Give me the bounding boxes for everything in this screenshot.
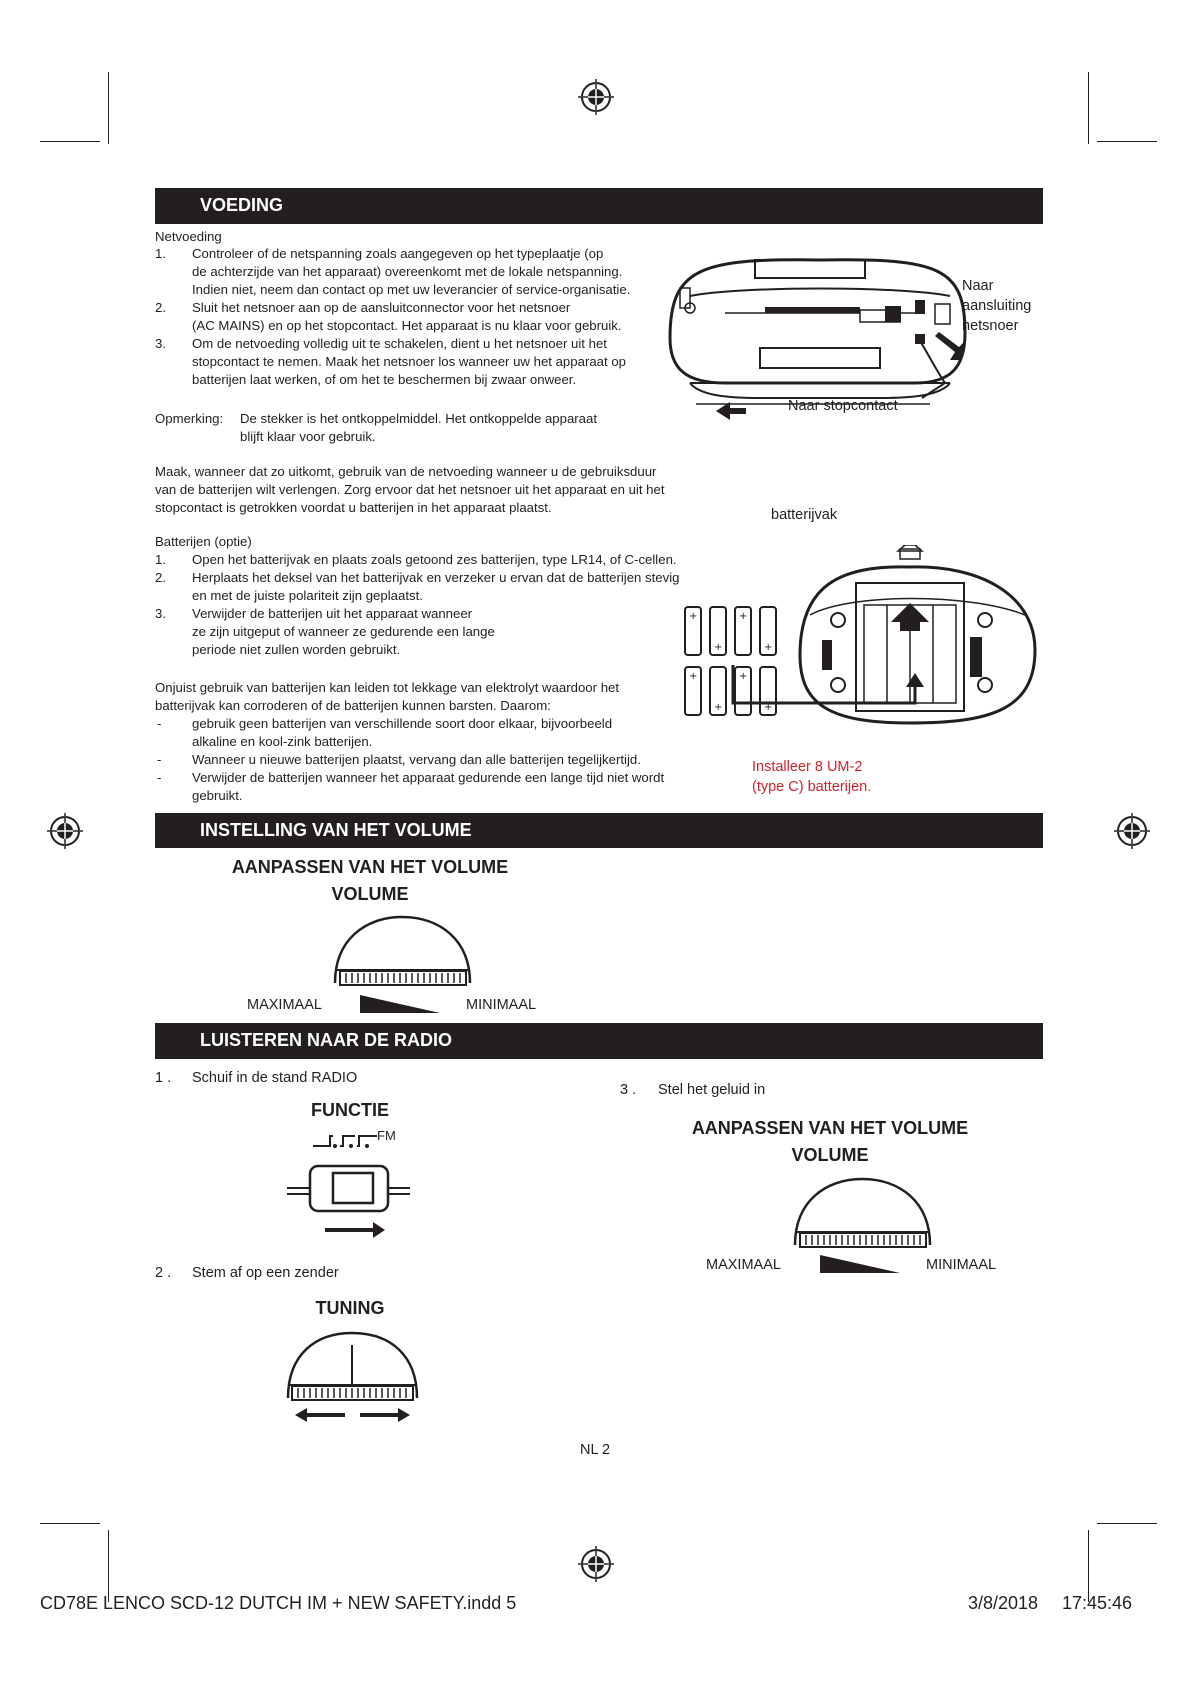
volume-subheading: VOLUME <box>331 884 409 904</box>
step2-text: Stem af op een zender <box>192 1265 339 1281</box>
step1-text: Schuif in de stand RADIO <box>192 1070 358 1086</box>
svg-text:+: + <box>689 611 698 622</box>
list-line: gebruik geen batterijen van verschillende soort door elkaar, bijvoorbeeld <box>192 716 613 731</box>
footer-date: 3/8/2018 <box>968 1593 1039 1613</box>
list-line: periode niet zullen worden gebruikt. <box>192 642 401 657</box>
list-line: gebruikt. <box>192 788 243 803</box>
function-switch-illustration <box>285 1128 415 1238</box>
batteries-heading: Batterijen (optie) <box>155 534 252 549</box>
svg-text:+: + <box>714 702 723 713</box>
radio-volume-subheading: VOLUME <box>791 1145 869 1165</box>
volume-knob-illustration <box>330 915 475 1015</box>
label-install-batteries: (type C) batterijen. <box>752 779 872 795</box>
svg-text:+: + <box>764 642 773 653</box>
list-line: ze zijn uitgeput of wanneer ze gedurende een lange <box>192 624 495 639</box>
remark-line: De stekker is het ontkoppelmiddel. Het ontkoppelde apparaat <box>240 411 598 426</box>
footer-filename: CD78E LENCO SCD-12 DUTCH IM + NEW SAFETY.indd 5 <box>40 1593 517 1613</box>
footer-time: 17:45:46 <box>1062 1593 1133 1613</box>
volume-heading: AANPASSEN VAN HET VOLUME <box>231 857 509 877</box>
list-line: Om de netvoeding volledig uit te schakelen, dient u het netsnoer uit het <box>192 336 607 351</box>
list-line: en met de juiste polariteit zijn geplaatst. <box>192 588 423 603</box>
label-to-socket: Naar stopcontact <box>788 398 898 414</box>
registration-mark-right <box>1114 813 1150 849</box>
label-battery-compartment: batterijvak <box>771 507 838 523</box>
label-power-connector-line: aansluiting <box>962 298 1032 314</box>
radio-volume-knob-illustration <box>790 1177 935 1277</box>
paragraph-line: Maak, wanneer dat zo uitkomt, gebruik van de netvoeding wanneer u de gebruiksduur <box>155 464 657 479</box>
list-line: Wanneer u nieuwe batterijen plaatst, vervang dan alle batterijen tegelijkertijd. <box>192 752 641 767</box>
warning-line: Onjuist gebruik van batterijen kan leiden tot lekkage van elektrolyt waardoor het <box>155 680 620 695</box>
list-line: de achterzijde van het apparaat) overeenkomt met de lokale netspanning. <box>192 264 623 279</box>
label-install-batteries: Installeer 8 UM-2 <box>752 759 863 775</box>
section-header-voeding: VOEDING <box>155 188 1043 224</box>
registration-mark-left <box>47 813 83 849</box>
remark-line: blijft klaar voor gebruik. <box>240 429 376 444</box>
list-line: Herplaats het deksel van het batterijvak en verzeker u ervan dat de batterijen stevig <box>192 570 680 585</box>
list-line: Verwijder de batterijen wanneer het apparaat gedurende een lange tijd niet wordt <box>192 770 665 785</box>
registration-mark-top <box>578 79 614 115</box>
step2-number: 2 . <box>155 1265 172 1281</box>
volume-min-label: MINIMAAL <box>466 997 537 1013</box>
svg-text:+: + <box>739 671 748 682</box>
list-line: (AC MAINS) en op het stopcontact. Het apparaat is nu klaar voor gebruik. <box>192 318 622 333</box>
list-line: Indien niet, neem dan contact op met uw leverancier of service-organisatie. <box>192 282 631 297</box>
list-bullet: - <box>157 770 162 785</box>
netvoeding-heading: Netvoeding <box>155 229 222 244</box>
registration-mark-bottom <box>578 1546 614 1582</box>
functie-heading: FUNCTIE <box>311 1100 389 1120</box>
step3-number: 3 . <box>620 1082 637 1098</box>
list-line: Sluit het netsnoer aan op de aansluitconnector voor het netsnoer <box>192 300 571 315</box>
radio-volume-heading: AANPASSEN VAN HET VOLUME <box>691 1118 969 1138</box>
tuning-knob-illustration <box>285 1330 420 1430</box>
list-number: 2. <box>155 300 166 315</box>
fm-label: FM <box>377 1128 396 1143</box>
list-line: alkaline en kool-zink batterijen. <box>192 734 373 749</box>
list-number: 1. <box>155 552 166 567</box>
list-line: Verwijder de batterijen uit het apparaat wanneer <box>192 606 473 621</box>
svg-text:+: + <box>739 611 748 622</box>
volume-max-label: MAXIMAAL <box>247 997 322 1013</box>
list-bullet: - <box>157 752 162 767</box>
label-power-connector-line: netsnoer <box>962 318 1019 334</box>
radio-volume-min-label: MINIMAAL <box>926 1257 997 1273</box>
radio-volume-max-label: MAXIMAAL <box>706 1257 781 1273</box>
paragraph-line: van de batterijen wilt verlengen. Zorg ervoor dat het netsnoer uit het apparaat en uit het <box>155 482 665 497</box>
list-number: 3. <box>155 606 166 621</box>
list-number: 2. <box>155 570 166 585</box>
remark-label: Opmerking: <box>155 411 224 426</box>
tuning-heading: TUNING <box>315 1298 385 1318</box>
list-number: 3. <box>155 336 166 351</box>
label-power-connector-line: Naar <box>962 278 994 294</box>
list-bullet: - <box>157 716 162 731</box>
warning-line: batterijvak kan corroderen of de batterijen kunnen barsten. Daarom: <box>155 698 551 713</box>
list-number: 1. <box>155 246 166 261</box>
section-header-volume: INSTELLING VAN HET VOLUME <box>155 813 1043 848</box>
list-line: batterijen laat werken, of om het te beschermen bij zwaar onweer. <box>192 372 577 387</box>
svg-text:+: + <box>714 642 723 653</box>
step1-number: 1 . <box>155 1070 172 1086</box>
list-line: stopcontact te nemen. Maak het netsnoer los wanneer uw het apparaat op <box>192 354 626 369</box>
list-line: Open het batterijvak en plaats zoals getoond zes batterijen, type LR14, of C-cellen. <box>192 552 677 567</box>
svg-text:+: + <box>764 702 773 713</box>
svg-text:+: + <box>689 671 698 682</box>
paragraph-line: stopcontact is getrokken voordat u batterijen in het apparaat plaatst. <box>155 500 552 515</box>
step3-text: Stel het geluid in <box>658 1082 766 1098</box>
battery-installation-illustration <box>680 545 1040 760</box>
page-number: NL 2 <box>580 1442 611 1458</box>
section-header-radio: LUISTEREN NAAR DE RADIO <box>155 1023 1043 1059</box>
list-line: Controleer of de netspanning zoals aangegeven op het typeplaatje (op <box>192 246 604 261</box>
